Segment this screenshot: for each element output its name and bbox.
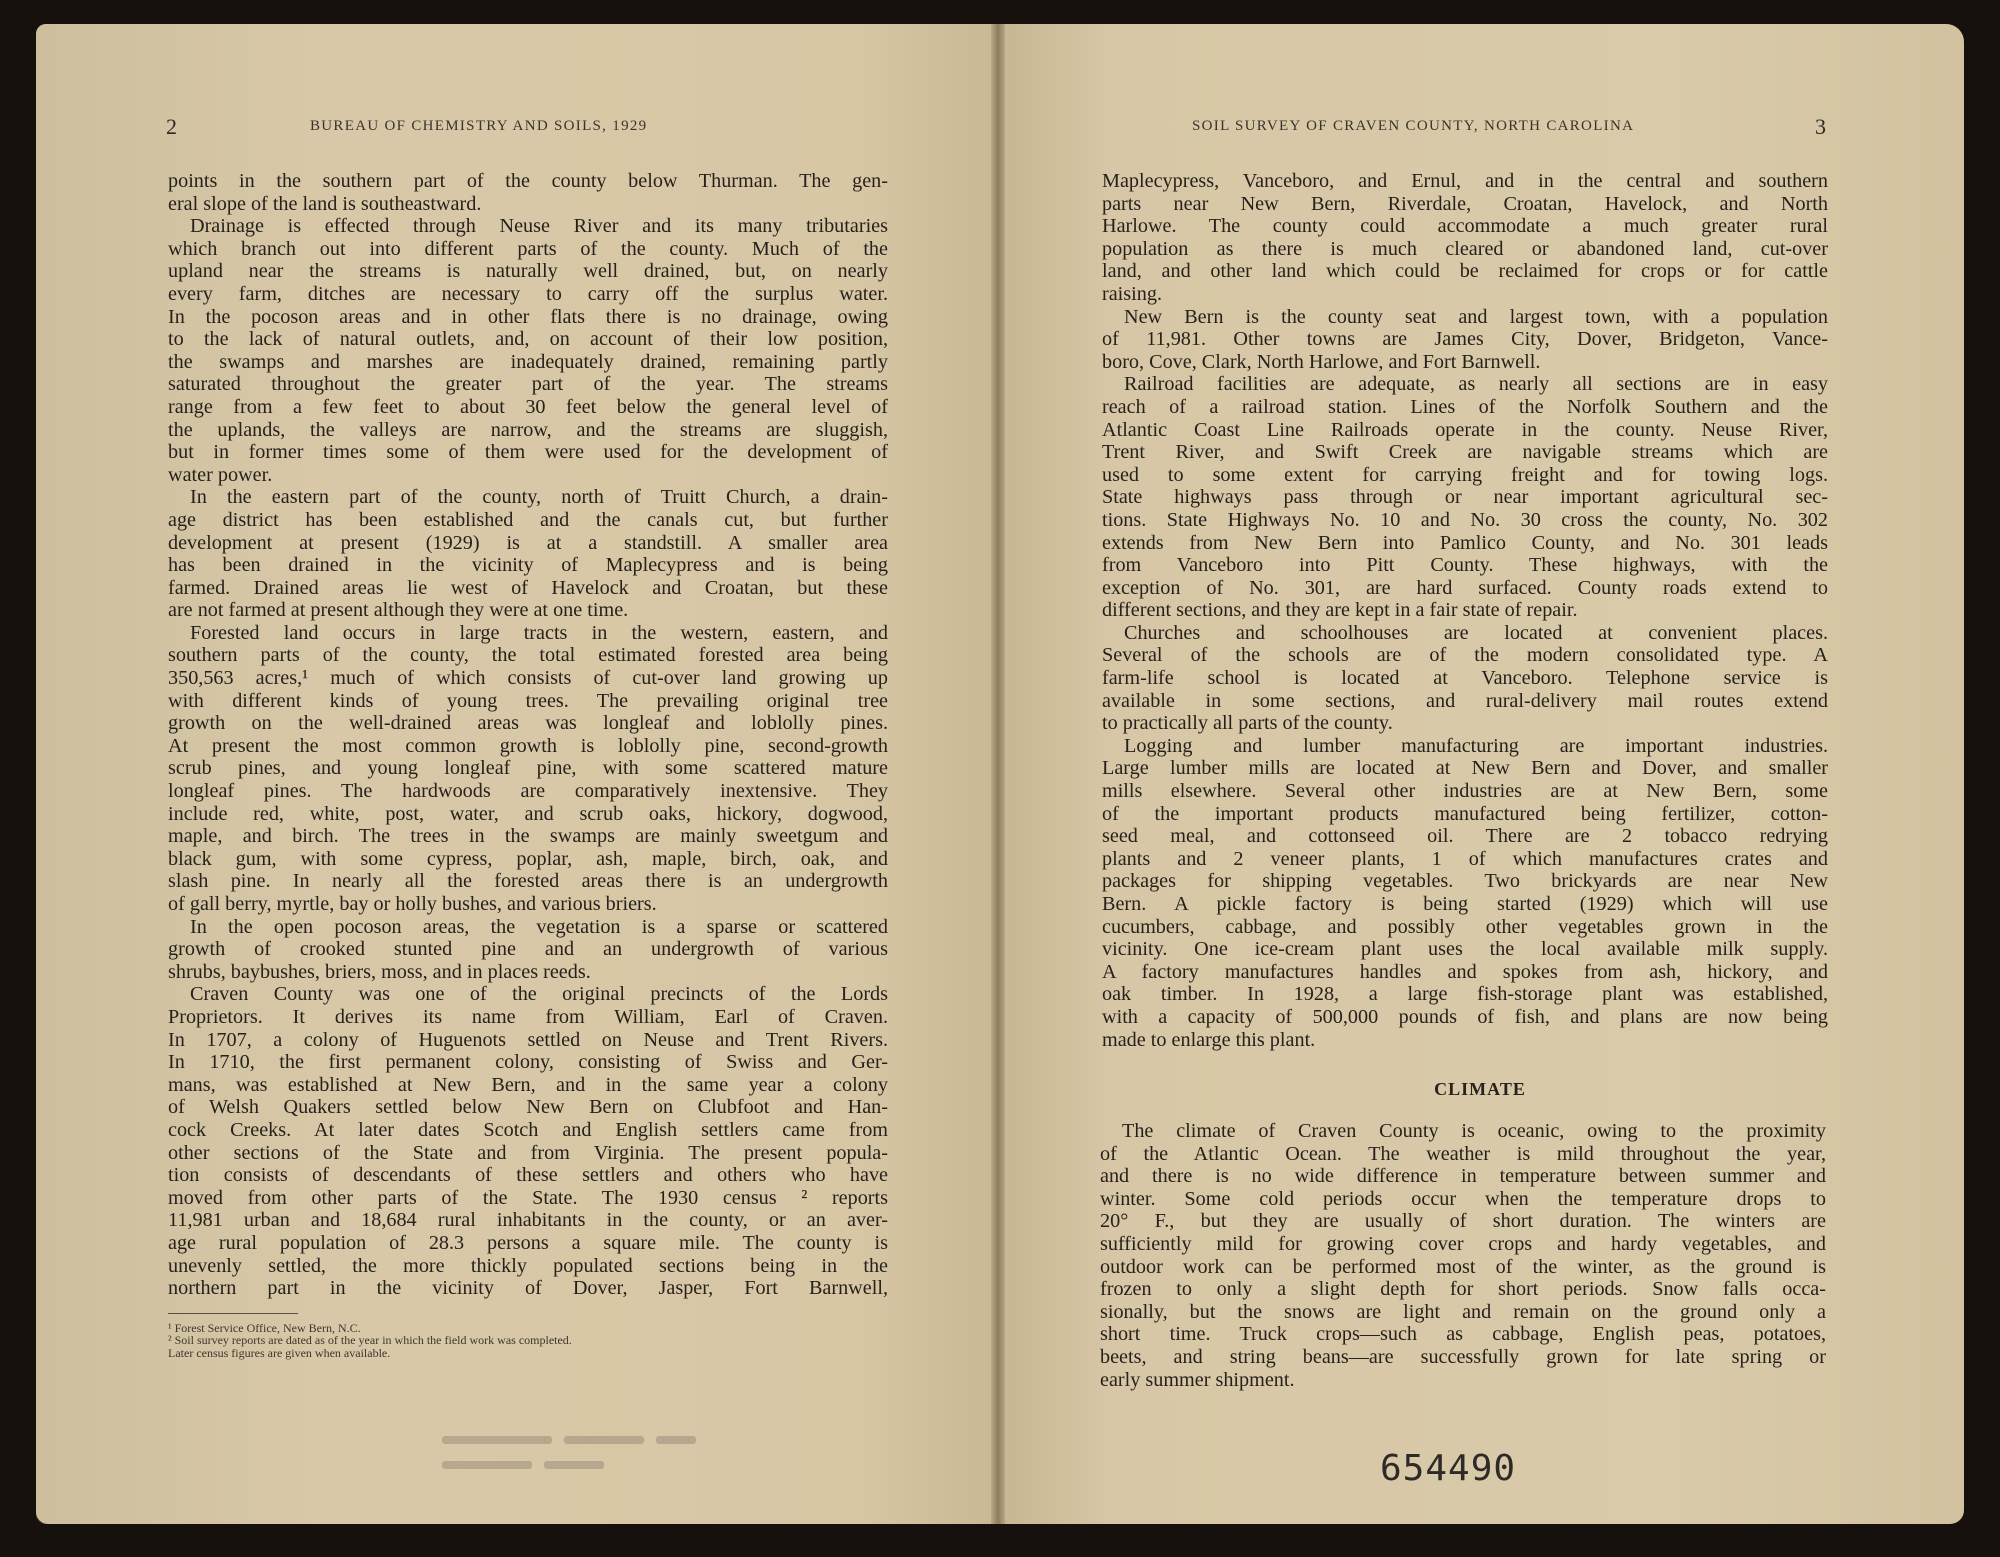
right-text-line: extends from New Bern into Pamlico County, and No. 301 leads xyxy=(1102,531,1828,554)
right-text-line: raising. xyxy=(1102,282,1162,305)
footnote-rule xyxy=(168,1313,298,1314)
left-text-line: northern part in the vicinity of Dover, Jasper, Fort Barnwell, xyxy=(168,1277,888,1300)
left-text-line: saturated throughout the greater part of the year. The streams xyxy=(168,373,888,396)
right-text-line: oak timber. In 1928, a large fish-storage plant was established, xyxy=(1102,983,1828,1006)
right-text-line: Large lumber mills are located at New Bern and Dover, and smaller xyxy=(1102,757,1828,780)
climate-text-line: 20° F., but they are usually of short duration. The winters are xyxy=(1100,1210,1826,1233)
faint-library-stamp xyxy=(436,1430,756,1470)
left-text-line: are not farmed at present although they were at one time. xyxy=(168,599,629,622)
right-text-line: land, and other land which could be reclaimed for crops or for cattle xyxy=(1102,260,1828,283)
left-text-line: eral slope of the land is southeastward. xyxy=(168,192,482,215)
right-text-line: Maplecypress, Vanceboro, and Ernul, and in the central and southern xyxy=(1102,170,1828,192)
left-text-line: of Welsh Quakers settled below New Bern on Clubfoot and Han- xyxy=(168,1096,888,1119)
climate-text-line: outdoor work can be performed most of the winter, as the ground is xyxy=(1100,1255,1826,1278)
accession-number: 654490 xyxy=(1380,1448,1517,1489)
right-text-line: plants and 2 veneer plants, 1 of which manufactures crates and xyxy=(1102,847,1828,870)
left-text-line: slash pine. In nearly all the forested areas there is an undergrowth xyxy=(168,870,888,893)
left-text-line: longleaf pines. The hardwoods are comparatively inextensive. They xyxy=(168,780,888,803)
climate-text-line: frozen to only a slight depth for short periods. Snow falls occa- xyxy=(1100,1278,1826,1301)
climate-text-line: and there is no wide difference in temperature between summer and xyxy=(1100,1165,1826,1188)
right-text-line: Bern. A pickle factory is being started (1929) which will use xyxy=(1102,893,1828,915)
left-text-line: of gall berry, myrtle, bay or holly bushes, and various briers. xyxy=(168,893,657,915)
section-heading-climate: CLIMATE xyxy=(1434,1079,1526,1099)
left-text-line: cock Creeks. At later dates Scotch and English settlers came from xyxy=(168,1118,888,1141)
book-gutter xyxy=(991,24,1005,1524)
climate-text-line: of the Atlantic Ocean. The weather is mild throughout the year, xyxy=(1100,1142,1826,1165)
right-text-line: parts near New Bern, Riverdale, Croatan, Havelock, and North xyxy=(1102,192,1828,215)
climate-text xyxy=(1100,1120,1826,1391)
right-text-line: reach of a railroad station. Lines of the Norfolk Southern and the xyxy=(1102,395,1828,418)
left-text-line: water power. xyxy=(168,463,273,486)
right-text-line: of the important products manufactured being fertilizer, cotton- xyxy=(1102,802,1828,825)
left-text-line: unevenly settled, the more thickly populated sections being in the xyxy=(168,1254,888,1277)
left-text-line: Drainage is effected through Neuse River and its many tributaries xyxy=(190,215,888,238)
right-text-line: population as there is much cleared or abandoned land, cut-over xyxy=(1102,237,1828,260)
left-text-line: the uplands, the valleys are narrow, and the streams are sluggish, xyxy=(168,418,888,441)
left-text-line: In the pocoson areas and in other flats there is no drainage, owing xyxy=(168,305,888,328)
left-text-line: growth on the well-drained areas was longleaf and loblolly pines. xyxy=(168,712,888,735)
left-text-line: Craven County was one of the original precincts of the Lords xyxy=(190,983,888,1006)
right-text-line: exception of No. 301, are hard surfaced. County roads extend to xyxy=(1102,576,1828,599)
left-text-line: which branch out into different parts of the county. Much of the xyxy=(168,237,888,260)
left-text-line: development at present (1929) is at a standstill. A smaller area xyxy=(168,531,888,554)
right-page-text xyxy=(1102,170,1828,1051)
left-text-line: points in the southern part of the county below Thurman. The gen- xyxy=(168,170,888,192)
right-text-line: tions. State Highways No. 10 and No. 30 cross the county, No. 302 xyxy=(1102,508,1828,531)
right-text-line: Logging and lumber manufacturing are important industries. xyxy=(1124,734,1828,757)
left-text-line: include red, white, post, water, and scrub oaks, hickory, dogwood, xyxy=(168,802,888,825)
left-text-line: In 1707, a colony of Huguenots settled on Neuse and Trent Rivers. xyxy=(168,1028,888,1051)
right-text-line: boro, Cove, Clark, North Harlowe, and Fort Barnwell. xyxy=(1102,350,1541,373)
right-text-line: Atlantic Coast Line Railroads operate in the county. Neuse River, xyxy=(1102,418,1828,441)
climate-text-line: beets, and string beans—are successfully grown for late spring or xyxy=(1100,1345,1826,1368)
climate-text-line: sufficiently mild for growing cover crops and hardy vegetables, and xyxy=(1100,1232,1826,1255)
right-text-line: seed meal, and cottonseed oil. There are 2 tobacco redrying xyxy=(1102,825,1828,848)
left-text-line: every farm, ditches are necessary to carry off the surplus water. xyxy=(168,282,888,305)
footnote: ¹ Forest Service Office, New Bern, N.C. xyxy=(168,1321,361,1335)
left-running-header: BUREAU OF CHEMISTRY AND SOILS, 1929 xyxy=(310,118,648,134)
left-text-line: mans, was established at New Bern, and in the same year a colony xyxy=(168,1073,888,1096)
left-text-line: to the lack of natural outlets, and, on account of their low position, xyxy=(168,328,888,351)
left-text-line: black gum, with some cypress, poplar, ash, maple, birch, oak, and xyxy=(168,847,888,870)
left-text-line: maple, and birch. The trees in the swamps are mainly sweetgum and xyxy=(168,825,888,848)
right-text-line: vicinity. One ice-cream plant uses the local available milk supply. xyxy=(1102,938,1828,961)
right-text-line: Harlowe. The county could accommodate a much greater rural xyxy=(1102,215,1828,238)
right-text-line: made to enlarge this plant. xyxy=(1102,1028,1316,1051)
left-text-line: shrubs, baybushes, briers, moss, and in places reeds. xyxy=(168,960,591,983)
left-text-line: 11,981 urban and 18,684 rural inhabitants in the county, or an aver- xyxy=(168,1209,888,1232)
right-text-line: Railroad facilities are adequate, as nearly all sections are in easy xyxy=(1124,373,1828,396)
left-text-line: At present the most common growth is loblolly pine, second-growth xyxy=(168,734,888,757)
climate-text-line: winter. Some cold periods occur when the temperature drops to xyxy=(1100,1187,1826,1210)
left-text-line: with different kinds of young trees. The prevailing original tree xyxy=(168,689,888,712)
footnotes xyxy=(168,1322,888,1359)
right-running-header: SOIL SURVEY OF CRAVEN COUNTY, NORTH CAROLINA xyxy=(1192,118,1635,134)
left-text-line: 350,563 acres,¹ much of which consists of cut-over land growing up xyxy=(168,667,888,690)
left-text-line: Proprietors. It derives its name from William, Earl of Craven. xyxy=(168,1005,888,1028)
right-text-line: mills elsewhere. Several other industries are at New Bern, some xyxy=(1102,780,1828,803)
footnote: ² Soil survey reports are dated as of the year in which the field work was completed. xyxy=(168,1333,572,1348)
left-text-line: tion consists of descendants of these settlers and others who have xyxy=(168,1164,888,1187)
right-text-line: New Bern is the county seat and largest town, with a population xyxy=(1124,305,1828,328)
left-text-line: In the open pocoson areas, the vegetation is a sparse or scattered xyxy=(190,915,888,938)
right-text-line: cucumbers, cabbage, and possibly other vegetables grown in the xyxy=(1102,915,1828,938)
right-text-line: to practically all parts of the county. xyxy=(1102,712,1393,735)
right-text-line: with a capacity of 500,000 pounds of fish, and plans are now being xyxy=(1102,1005,1828,1028)
left-text-line: growth of crooked stunted pine and an undergrowth of various xyxy=(168,938,888,961)
right-text-line: Trent River, and Swift Creek are navigable streams which are xyxy=(1102,441,1828,464)
climate-text-line: early summer shipment. xyxy=(1100,1368,1295,1391)
left-text-line: age district has been established and the canals cut, but further xyxy=(168,508,888,531)
right-text-line: Several of the schools are of the modern consolidated type. A xyxy=(1102,644,1828,667)
left-text-line: other sections of the State and from Virginia. The present popula- xyxy=(168,1141,888,1164)
right-text-line: from Vanceboro into Pitt County. These highways, with the xyxy=(1102,554,1828,577)
left-text-line: farmed. Drained areas lie west of Havelock and Croatan, but these xyxy=(168,576,888,599)
left-text-line: but in former times some of them were used for the development of xyxy=(168,441,888,464)
left-text-line: In 1710, the first permanent colony, consisting of Swiss and Ger- xyxy=(168,1051,888,1074)
footnote: Later census figures are given when available. xyxy=(168,1345,391,1360)
left-text-line: scrub pines, and young longleaf pine, with some scattered mature xyxy=(168,757,888,780)
right-text-line: used to some extent for carrying freight and for towing logs. xyxy=(1102,463,1828,486)
right-text-line: farm-life school is located at Vanceboro. Telephone service is xyxy=(1102,667,1828,690)
left-text-line: In the eastern part of the county, north of Truitt Church, a drain- xyxy=(190,486,888,509)
left-page-number: 2 xyxy=(166,114,177,139)
right-page-number: 3 xyxy=(1815,114,1826,139)
right-text-line: available in some sections, and rural-delivery mail routes extend xyxy=(1102,689,1828,712)
left-text-line: range from a few feet to about 30 feet below the general level of xyxy=(168,395,888,418)
left-text-line: southern parts of the county, the total estimated forested area being xyxy=(168,644,888,667)
right-text-line: A factory manufactures handles and spokes from ash, hickory, and xyxy=(1102,960,1828,983)
left-text-line: age rural population of 28.3 persons a square mile. The county is xyxy=(168,1231,888,1254)
right-text-line: Churches and schoolhouses are located at convenient places. xyxy=(1124,621,1828,644)
right-text-line: State highways pass through or near important agricultural sec- xyxy=(1102,486,1828,509)
left-page-text xyxy=(168,170,888,1300)
left-text-line: has been drained in the vicinity of Maplecypress and is being xyxy=(168,554,888,577)
left-text-line: the swamps and marshes are inadequately drained, remaining partly xyxy=(168,350,888,373)
left-text-line: upland near the streams is naturally well drained, but, on nearly xyxy=(168,260,888,283)
climate-text-line: The climate of Craven County is oceanic, owing to the proximity xyxy=(1122,1120,1826,1142)
climate-text-line: sionally, but the snows are light and remain on the ground only a xyxy=(1100,1300,1826,1323)
left-text-line: moved from other parts of the State. The 1930 census ² reports xyxy=(168,1186,888,1209)
right-text-line: of 11,981. Other towns are James City, Dover, Bridgeton, Vance- xyxy=(1102,328,1828,351)
left-text-line: Forested land occurs in large tracts in the western, eastern, and xyxy=(190,621,888,644)
right-text-line: packages for shipping vegetables. Two brickyards are near New xyxy=(1102,870,1828,893)
right-text-line: different sections, and they are kept in a fair state of repair. xyxy=(1102,599,1578,622)
climate-text-line: short time. Truck crops—such as cabbage, English peas, potatoes, xyxy=(1100,1323,1826,1346)
